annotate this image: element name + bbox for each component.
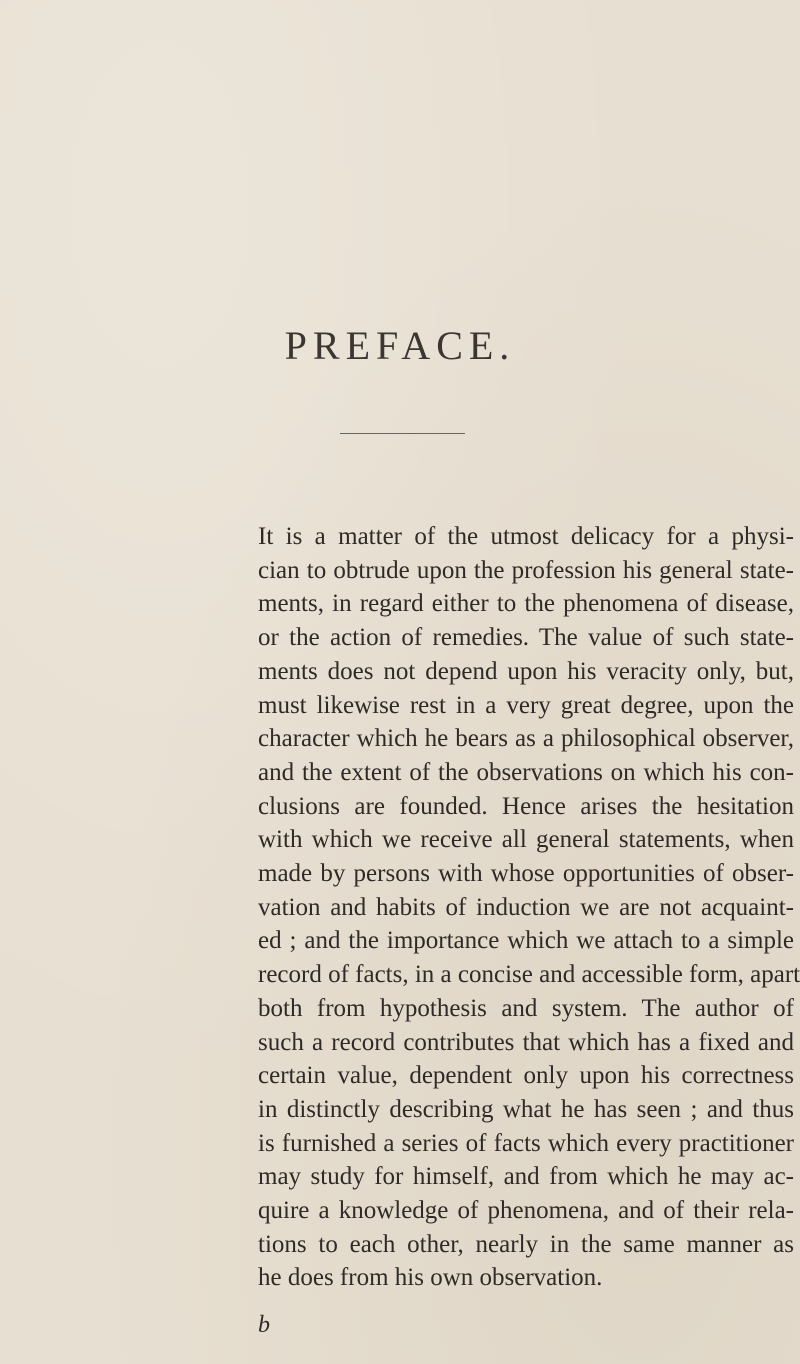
paragraph-line: ments does not depend upon his veracity only, but, bbox=[258, 657, 794, 685]
signature-mark: b bbox=[258, 1312, 270, 1338]
paragraph-line: and the extent of the observations on which his con- bbox=[258, 758, 794, 786]
paragraph-line: ments, in regard either to the phenomena of disease, bbox=[258, 590, 794, 618]
paragraph-line: in distinctly describing what he has seen ; and thus bbox=[258, 1095, 794, 1123]
paragraph-line: record of facts, in a concise and accessible form, apart bbox=[258, 961, 800, 989]
paragraph-line: may study for himself, and from which he may ac- bbox=[258, 1163, 794, 1191]
paragraph-line: made by persons with whose opportunities of obser- bbox=[258, 860, 794, 888]
page-title: PREFACE. bbox=[284, 323, 516, 368]
paragraph-line: vation and habits of induction we are not acquaint- bbox=[258, 893, 794, 921]
paragraph-line: must likewise rest in a very great degree, upon the bbox=[258, 691, 794, 719]
title-divider bbox=[340, 433, 465, 434]
paragraph-line: cian to obtrude upon the profession his general state- bbox=[258, 556, 794, 584]
preface-paragraph bbox=[258, 520, 800, 1295]
paragraph-line: clusions are founded. Hence arises the hesitation bbox=[258, 792, 794, 820]
paragraph-line: he does from his own observation. bbox=[258, 1264, 603, 1292]
paragraph-line: quire a knowledge of phenomena, and of their rela- bbox=[258, 1197, 794, 1225]
paragraph-line: both from hypothesis and system. The author of bbox=[258, 994, 794, 1022]
paragraph-line: character which he bears as a philosophical observer, bbox=[258, 725, 794, 753]
paragraph-line: such a record contributes that which has a fixed and bbox=[258, 1028, 794, 1056]
paragraph-line: is furnished a series of facts which every practitioner bbox=[258, 1129, 794, 1157]
paragraph-line: It is a matter of the utmost delicacy for a physi- bbox=[258, 523, 794, 550]
paragraph-line: with which we receive all general statements, when bbox=[258, 826, 794, 854]
paragraph-line: or the action of remedies. The value of such state- bbox=[258, 624, 794, 652]
paragraph-line: ed ; and the importance which we attach to a simple bbox=[258, 927, 794, 955]
paragraph-line: tions to each other, nearly in the same manner as bbox=[258, 1230, 794, 1258]
paragraph-line: certain value, dependent only upon his correctness bbox=[258, 1062, 794, 1090]
